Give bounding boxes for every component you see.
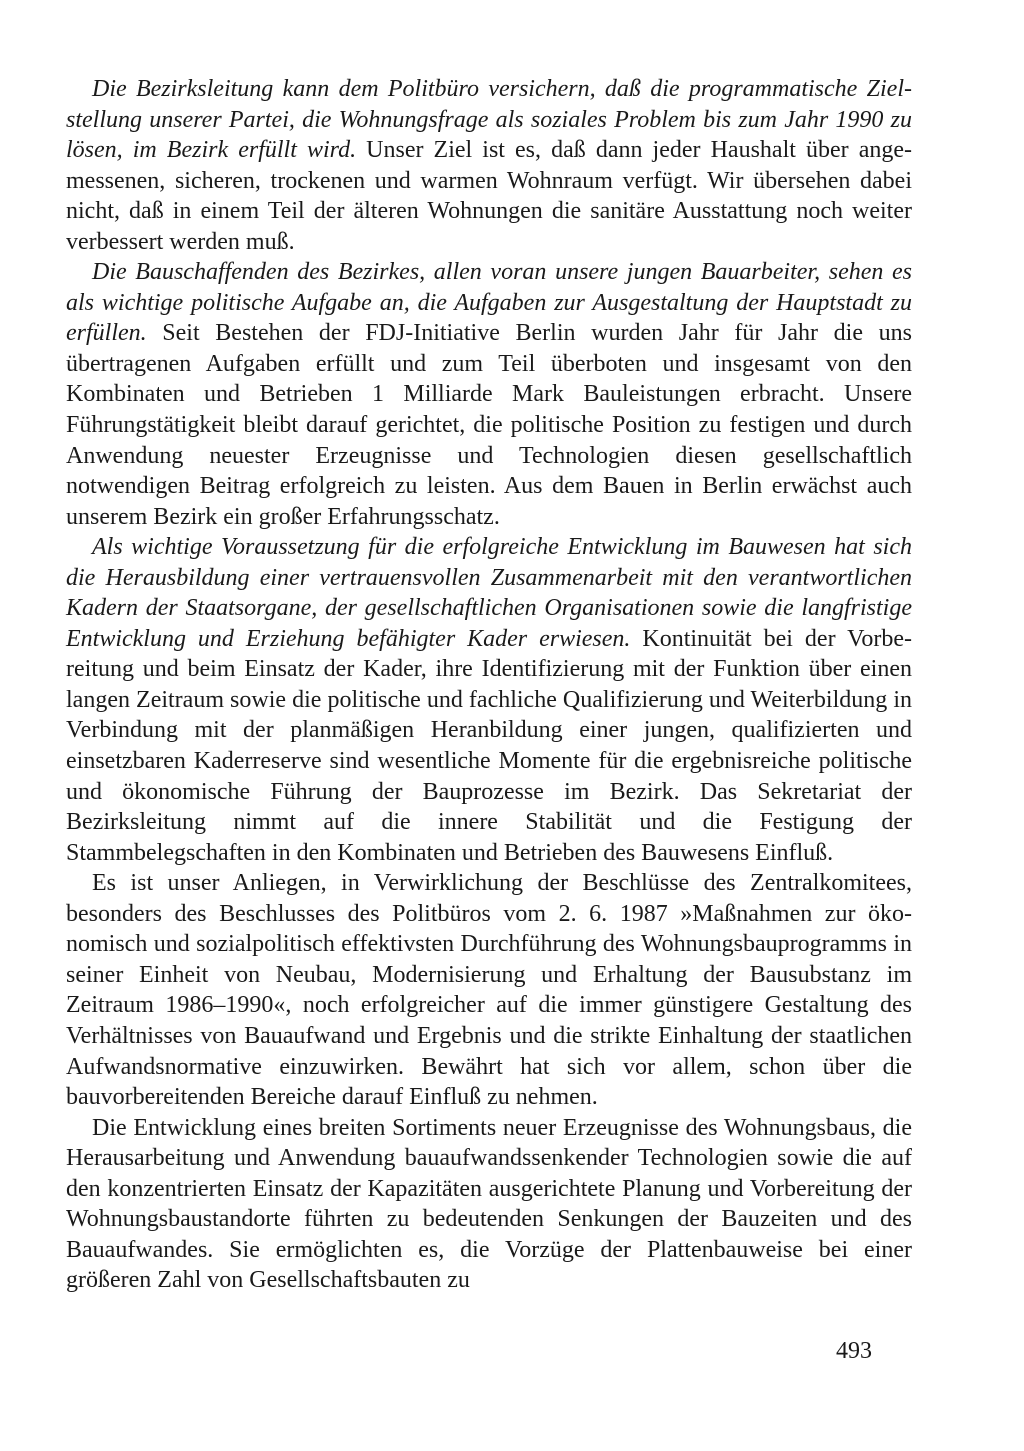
paragraph-5: [66, 1113, 912, 1296]
paragraph-3: [66, 532, 912, 868]
paragraph-1: [66, 74, 912, 257]
paragraph-1-emphasis: Die Bezirksleitung kann dem Politbüro versichern, daß die programmatische Zielstellung unserer Partei, die Wohnungsfrage als soziales Problem bis zum Jahr 1990 zu lösen, im Bezirk erfüllt wird.: [66, 76, 912, 164]
paragraph-3-text: Kontinuität bei der Vorbereitung und beim Einsatz der Kader, ihre Identifizierung mit der Funktion über einen langen Zeitraum sowie die politische und fachliche Qualifizierung und Weiterbildung in Verbindung mit der planmäßigen Heranbildung einer jungen, qualifizierten und einsetzbaren Kaderreserve sind wesentliche Momente für die ergebnisreiche politische und ökonomische Führung der Bauprozesse im Bezirk. Das Sekretariat der Bezirksleitung nimmt auf die innere Stabilität und die Festigung der Stammbelegschaften in den Kombinaten und Betrieben des Bauwesens Einfluß.: [66, 625, 912, 866]
paragraph-5-text: Die Entwicklung eines breiten Sortiments neuer Erzeugnisse des Wohnungsbaus, die Herausarbeitung und Anwendung bauaufwandssenkender Technologien sowie die auf den konzentrierten Einsatz der Kapazitäten ausgerichtete Planung und Vorbereitung der Wohnungsbaustandorte führten zu bedeutenden Senkungen der Bauzeiten und des Bauaufwandes. Sie ermöglichten es, die Vorzüge der Plattenbauweise bei einer größeren Zahl von Gesellschaftsbauten zu: [66, 1114, 912, 1294]
paragraph-2: [66, 257, 912, 532]
page-number: 493: [836, 1338, 872, 1364]
paragraph-2-emphasis: Die Bauschaffenden des Bezirkes, allen voran unsere jungen Bauarbeiter, sehen es als wichtige politische Aufgabe an, die Aufgaben zur Ausgestaltung der Hauptstadt zu erfüllen.: [66, 259, 912, 347]
paragraph-1-text: Unser Ziel ist es, daß dann jeder Haushalt über angemessenen, sicheren, trockenen und warmen Wohnraum verfügt. Wir übersehen dabei nicht, daß in einem Teil der älteren Wohnungen die sanitäre Ausstattung noch weiter verbessert werden muß.: [66, 137, 913, 255]
paragraph-2-text: Seit Bestehen der FDJ-Initiative Berlin wurden Jahr für Jahr die uns übertragenen Aufgaben erfüllt und zum Teil überboten und insgesamt von den Kombinaten und Betrieben 1 Milliarde Mark Bauleistungen erbracht. Unsere Führungstätigkeit bleibt darauf gerichtet, die politische Position zu festigen und durch Anwendung neuester Erzeugnisse und Technologien diesen gesellschaftlich notwendigen Beitrag erfolgreich zu leisten. Aus dem Bauen in Berlin erwächst auch unserem Bezirk ein großer Erfahrungsschatz.: [66, 320, 912, 530]
paragraph-3-emphasis: Als wichtige Voraussetzung für die erfolgreiche Entwicklung im Bauwesen hat sich die Herausbildung einer vertrauensvollen Zusammenarbeit mit den verantwortlichen Kadern der Staatsorgane, der gesellschaftlichen Organisationen sowie die langfristige Entwicklung und Erziehung befähigter Kader erwiesen.: [66, 534, 912, 652]
paragraph-4: [66, 868, 912, 1112]
paragraph-4-text: Es ist unser Anliegen, in Verwirklichung der Beschlüsse des Zentralkomitees, besonders des Beschlusses des Politbüros vom 2. 6. 1987 »Maßnahmen zur ökonomisch und sozialpolitisch effektivsten Durchführung des Wohnungsbauprogramms in seiner Einheit von Neubau, Modernisierung und Erhaltung der Bausubstanz im Zeitraum 1986–1990«, noch erfolgreicher auf die immer günstigere Gestaltung des Verhältnisses von Bauaufwand und Ergebnis und die strikte Einhaltung der staatlichen Aufwandsnormative einzuwirken. Bewährt hat sich vor allem, schon über die bauvorbereitenden Bereiche darauf Einfluß zu nehmen.: [66, 870, 912, 1111]
page-body: [66, 74, 912, 1296]
